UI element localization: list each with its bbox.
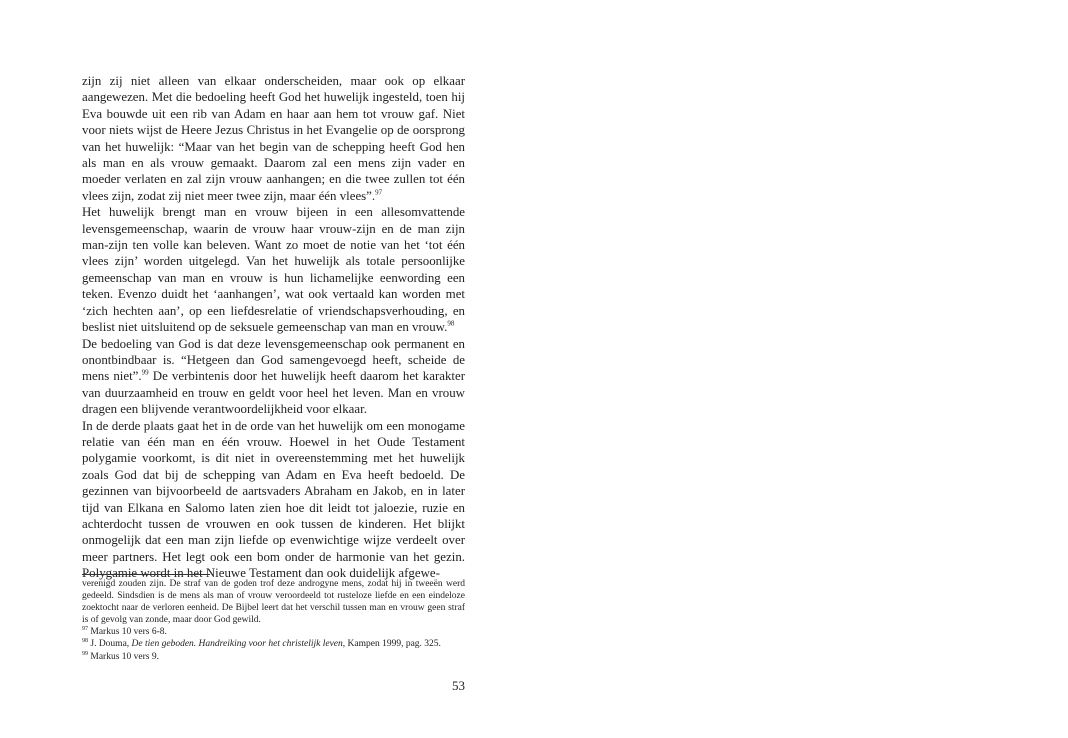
paragraph	[82, 204, 465, 335]
main-text	[82, 73, 465, 582]
footnote-author: J. Douma,	[88, 639, 132, 650]
footnote-text: Markus 10 vers 6-8.	[88, 627, 167, 638]
footnote-text: Markus 10 vers 9.	[88, 651, 159, 662]
footnote-book-title: De tien geboden. Handreiking voor het christelijk leven	[131, 639, 343, 650]
paragraph-text: zijn zij niet alleen van elkaar onderscheiden, maar ook op elkaar aangewezen. Met die bedoeling heeft God het huwelijk ingesteld, toen hij Eva bouwde uit een rib van Adam en haar aan hem tot vrouw gaf. Niet voor niets wijst de Heere Jezus Christus in het Evangelie op de oorsprong van het huwelijk: “Maar van het begin van de schepping heeft God hen als man en als vrouw gemaakt. Daarom zal een mens zijn vader en moeder verlaten en zal zijn vrouw aanhangen; en die twee zullen tot één vlees zijn, zodat zij niet meer twee zijn, maar één vlees”.	[82, 74, 465, 203]
footnotes	[82, 578, 465, 663]
body-text	[82, 73, 465, 582]
footnote-ref-99: 99	[141, 369, 149, 378]
footnote-ref-97: 97	[375, 188, 383, 197]
footnote-separator	[82, 574, 210, 575]
paragraph	[82, 336, 465, 418]
footnote-continuation: verenigd zouden zijn. De straf van de goden trof deze androgyne mens, zodat hij in tweeën werd gedeeld. Sindsdien is de mens als man of vrouw veroordeeld tot rusteloze liefde en een eindeloze zoektocht naar de verloren eenheid. De Bijbel leert dat het verschil tussen man en vrouw geen straf is of gevolg van zonde, maar door God gewild.	[82, 579, 465, 626]
footnote-99	[82, 651, 465, 663]
footnote-number: 97	[82, 626, 88, 633]
paragraph-text: De bedoeling van God is dat deze levensgemeenschap ook permanent en onontbindbaar is. “Hetgeen dan God samengevoegd heeft, scheide de mens niet”.	[82, 336, 465, 384]
paragraph	[82, 418, 465, 582]
footnote-number: 99	[82, 650, 88, 657]
footnote-ref-98: 98	[447, 319, 455, 328]
page-number: 53	[452, 678, 465, 693]
paragraph-text: In de derde plaats gaat het in de orde van het huwelijk om een monogame relatie van één man en één vrouw. Hoewel in het Oude Testament polygamie voorkomt, is dit niet in overeenstemming met het huwelijk zoals God dat bij de schepping van Adam en Eva heeft bedoeld. De gezinnen van bijvoorbeeld de aartsvaders Abraham en Jakob, en in later tijd van Elkana en Salomo laten zien hoe dit leidt tot jaloezie, ruzie en achterdocht tussen de vrouwen en ook tussen de kinderen. Het blijkt onmogelijk dat een man zijn liefde op evenwichtige wijze verdeelt over meer partners. Het legt ook een bom onder de harmonie van het gezin. Polygamie wordt in het Nieuwe Testament dan ook duidelijk afgewe-	[82, 418, 465, 581]
paragraph-text: De verbintenis door het huwelijk heeft daarom het karakter van duurzaamheid en trouw en geldt voor heel het leven. Man en vrouw dragen een blijvende verantwoordelijkheid voor elkaar.	[82, 369, 465, 417]
footnote-text: , Kampen 1999, pag. 325.	[342, 639, 441, 650]
footnote-number: 98	[82, 638, 88, 645]
paragraph	[82, 73, 465, 204]
footnote-98	[82, 638, 465, 650]
paragraph-text: Het huwelijk brengt man en vrouw bijeen in een allesomvattende levensgemeenschap, waarin de vrouw haar vrouw-zijn en de man zijn man-zijn ten volle kan beleven. Want zo moet de notie van het ‘tot één vlees zijn’ worden uitgelegd. Van het huwelijk als totale persoonlijke gemeenschap van man en vrouw is hun lichamelijke eenwording een teken. Evenzo duidt het ‘aanhangen’, wat ook vertaald kan worden met ‘zich hechten aan’, op een liefdesrelatie of vriendschapsverhouding, en beslist niet uitsluitend op de seksuele gemeenschap van man en vrouw.	[82, 205, 465, 335]
footnote-97	[82, 626, 465, 638]
